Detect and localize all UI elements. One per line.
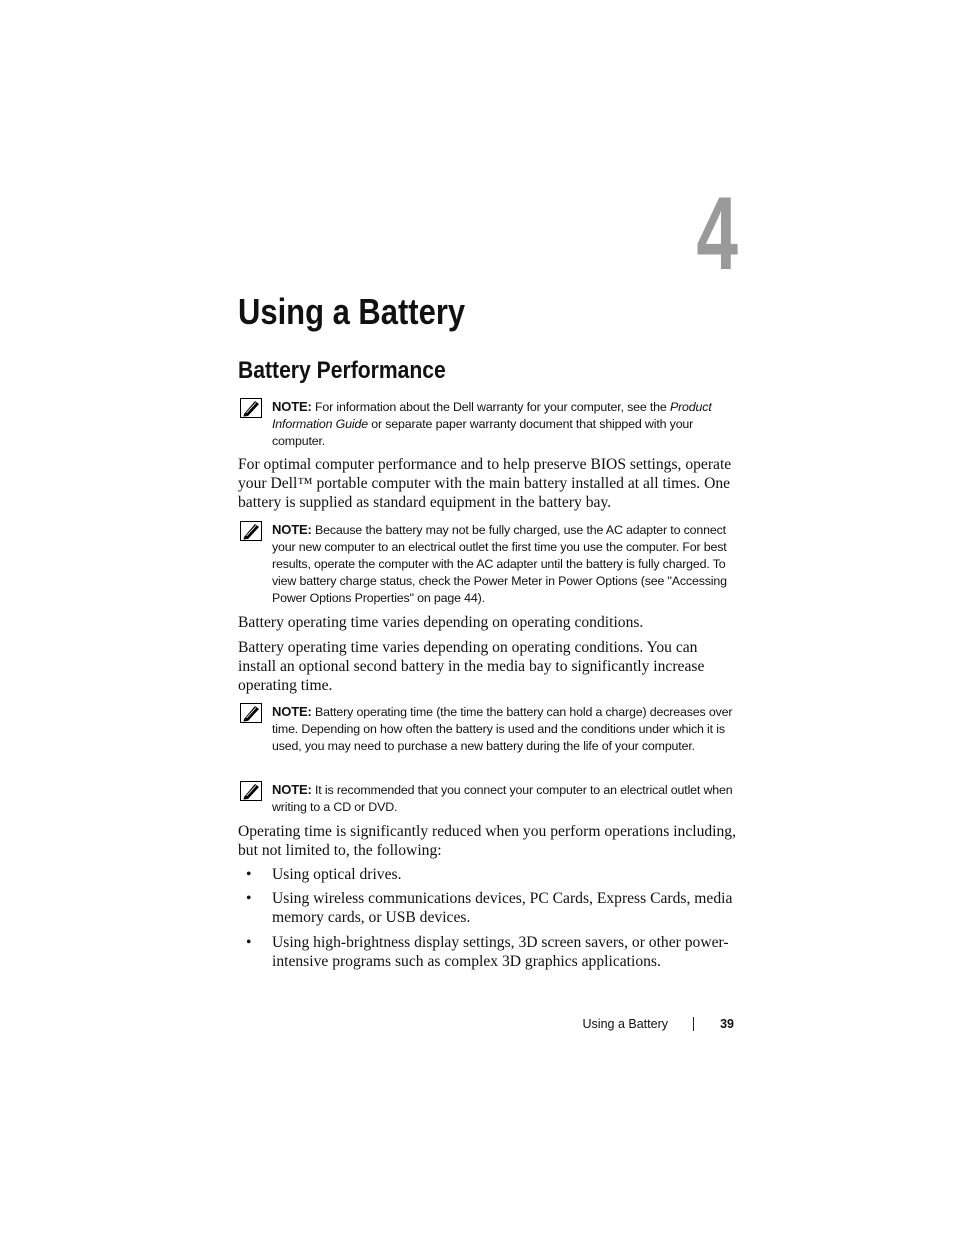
note-label: NOTE: [272,522,312,537]
footer-divider [693,1017,694,1031]
list-item [238,865,738,884]
paragraph-operating-time [238,613,738,632]
operations-list [238,865,738,976]
list-item [238,933,738,971]
list-item-text: Using wireless communications devices, PC Cards, Express Cards, media memory cards, or USB devices. [272,890,733,927]
paragraph-text: Battery operating time varies depending on operating conditions. You can install an optional second battery in the media bay to significantly increase operating time. [238,639,705,695]
chapter-title: Using a Battery [238,291,466,332]
page-number: 39 [720,1017,734,1031]
note-pencil-icon [240,521,262,541]
list-item-text: Using high-brightness display settings, 3D screen savers, or other power-intensive programs such as complex 3D graphics applications. [272,933,729,970]
note-label: NOTE: [272,704,312,719]
page-footer [560,1015,736,1035]
note-pencil-icon [240,781,262,801]
chapter-number: 4 [696,176,738,292]
bullet-mark: • [246,890,252,908]
note-label: NOTE: [272,782,312,797]
note-text: For information about the Dell warranty for your computer, see the [311,400,670,414]
bullet-mark: • [246,866,252,883]
note-text: Because the battery may not be fully charged, use the AC adapter to connect your new computer to an electrical outlet the first time you use the computer. For best results, operate the computer with the AC adapter until the battery is fully charged. To view battery charge status, check the Power Meter in Power Options (see "Accessing Power Options Properties" on page 44). [272,523,727,605]
list-item-text: Using optical drives. [272,866,402,883]
bullet-mark: • [246,933,252,951]
note-charging [238,521,738,607]
note-warranty [238,398,738,450]
section-title: Battery Performance [238,357,446,384]
note-battery-decrease [238,703,738,755]
paragraph-second-battery [238,638,738,696]
note-cd-dvd [238,781,738,816]
footer-section-title: Using a Battery [582,1017,668,1031]
paragraph-text: For optimal computer performance and to help preserve BIOS settings, operate your Dell™ portable computer with the main battery installed at all times. One battery is supplied as standard equipment in the battery bay. [238,456,732,512]
paragraph-optimal-performance [238,455,738,513]
note-label: NOTE: [272,399,312,414]
paragraph-text: Battery operating time varies depending on operating conditions. [238,614,644,631]
note-text: Battery operating time (the time the battery can hold a charge) decreases over time. Depending on how often the battery is used and the conditions under which it is used, you may need to purchase a new battery during the life of your computer. [272,705,733,753]
paragraph-text: Operating time is significantly reduced when you perform operations including, but not limited to, the following: [238,823,737,860]
note-pencil-icon [240,703,262,723]
note-text: or separate paper warranty document that shipped with your computer. [272,417,694,448]
note-text: It is recommended that you connect your computer to an electrical outlet when writing to a CD or DVD. [272,783,733,814]
note-pencil-icon [240,398,262,418]
list-item [238,889,738,927]
paragraph-reduced-time [238,822,738,860]
product-information-guide-title: Product Information Guide [272,400,712,431]
